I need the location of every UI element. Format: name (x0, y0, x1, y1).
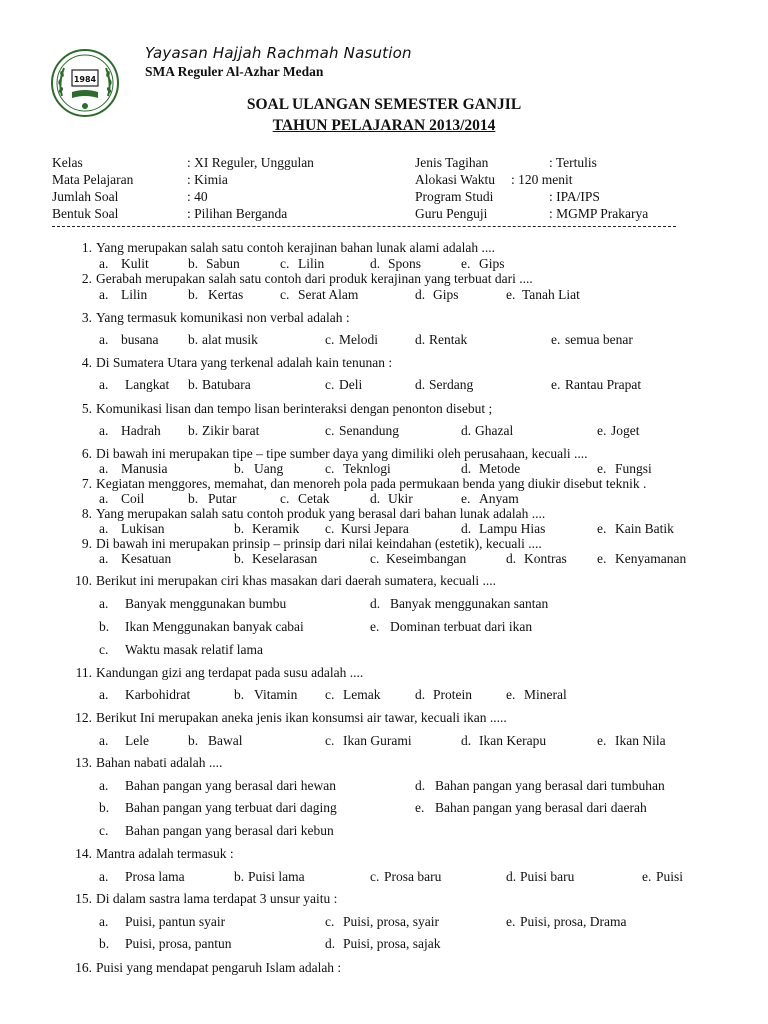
option-letter: b. (234, 551, 245, 566)
option-letter: e. (597, 521, 607, 536)
option-text: Banyak menggunakan santan (390, 596, 549, 611)
option-letter: a. (99, 914, 109, 929)
option-letter: b. (188, 733, 199, 748)
question-text: Komunikasi lisan dan tempo lisan berinteraksi dengan penonton disebut ; (96, 401, 493, 416)
option-letter: e. (551, 377, 561, 392)
question-text: Kandungan gizi ang terdapat pada susu adalah .... (96, 665, 364, 680)
option-letter: c. (325, 377, 335, 392)
option-letter: b. (234, 687, 245, 702)
exam-year: TAHUN PELAJARAN 2013/2014 (272, 117, 496, 134)
option-text: Puisi baru (520, 869, 575, 884)
option-text: Uang (254, 461, 284, 476)
option-letter: c. (325, 332, 335, 347)
option-letter: b. (99, 800, 110, 815)
option-letter: e. (597, 461, 607, 476)
question-number: 4. (81, 355, 92, 370)
info-value: : Pilihan Berganda (187, 206, 288, 221)
option-letter: b. (188, 377, 199, 392)
info-label: Program Studi (415, 189, 494, 204)
question-text: Berikut Ini merupakan aneka jenis ikan konsumsi air tawar, kecuali ikan ..... (96, 710, 507, 725)
option-text: Rentak (429, 332, 468, 347)
question-text: Yang merupakan salah satu contoh kerajinan bahan lunak alami adalah .... (96, 240, 496, 255)
option-letter: a. (99, 778, 109, 793)
option-text: Puisi, prosa, sajak (343, 936, 441, 951)
option-letter: c. (325, 461, 335, 476)
option-letter: c. (99, 642, 109, 657)
option-text: Serdang (429, 377, 474, 392)
option-text: Sabun (206, 256, 240, 271)
option-letter: c. (325, 914, 335, 929)
option-text: Lele (125, 733, 149, 748)
option-letter: d. (506, 551, 517, 566)
option-letter: b. (234, 869, 245, 884)
question-text: Di bawah ini merupakan tipe – tipe sumber daya yang dimiliki oleh perusahaan, kecuali .... (96, 446, 588, 461)
option-text: Deli (339, 377, 363, 392)
question-number: 11. (75, 665, 92, 680)
question-text: Di dalam sastra lama terdapat 3 unsur yaitu : (96, 891, 338, 906)
option-text: Gips (479, 256, 505, 271)
question-text: Mantra adalah termasuk : (96, 846, 234, 861)
option-text: Bahan pangan yang berasal dari daerah (435, 800, 647, 815)
question-number: 1. (81, 240, 92, 255)
logo-year: 1984 (73, 75, 97, 84)
option-text: Gips (433, 287, 459, 302)
question-text: Puisi yang mendapat pengaruh Islam adalah : (96, 960, 342, 975)
option-text: Hadrah (121, 423, 161, 438)
info-value: : IPA/IPS (549, 189, 600, 204)
option-letter: c. (99, 823, 109, 838)
option-text: Coil (121, 491, 145, 506)
option-text: Putar (208, 491, 237, 506)
option-letter: c. (280, 287, 290, 302)
question-number: 5. (81, 401, 92, 416)
question-number: 8. (81, 506, 92, 521)
option-text: Kontras (524, 551, 567, 566)
option-letter: b. (99, 936, 110, 951)
option-text: Anyam (479, 491, 519, 506)
option-letter: a. (99, 377, 109, 392)
question-number: 14. (75, 846, 92, 861)
option-text: Ikan Gurami (343, 733, 412, 748)
option-text: Ikan Nila (615, 733, 666, 748)
question-number: 9. (81, 536, 92, 551)
option-letter: d. (370, 596, 381, 611)
option-text: Metode (479, 461, 521, 476)
option-letter: e. (370, 619, 380, 634)
option-text: Kain Batik (615, 521, 674, 536)
option-text: Manusia (121, 461, 168, 476)
question-text: Berikut ini merupakan ciri khas masakan dari daerah sumatera, kecuali .... (96, 573, 496, 588)
question-text: Kegiatan menggores, memahat, dan menoreh pola pada permukaan benda yang diukir disebut teknik . (96, 476, 647, 491)
option-letter: a. (99, 256, 109, 271)
option-letter: c. (325, 733, 335, 748)
option-text: Bahan pangan yang berasal dari hewan (125, 778, 337, 793)
option-letter: c. (370, 551, 380, 566)
option-letter: b. (99, 619, 110, 634)
option-letter: d. (370, 256, 381, 271)
option-letter: a. (99, 461, 109, 476)
option-text: Prosa lama (125, 869, 185, 884)
question-number: 15. (75, 891, 92, 906)
option-letter: d. (415, 332, 426, 347)
option-letter: a. (99, 551, 109, 566)
option-text: Mineral (524, 687, 567, 702)
question-number: 10. (75, 573, 92, 588)
info-label: Kelas (52, 155, 83, 170)
option-letter: d. (415, 687, 426, 702)
option-letter: a. (99, 287, 109, 302)
option-letter: c. (280, 256, 290, 271)
option-letter: e. (597, 551, 607, 566)
option-letter: e. (461, 491, 471, 506)
option-letter: d. (415, 287, 426, 302)
foundation-name: Yayasan Hajjah Rachmah Nasution (145, 44, 412, 62)
option-text: Melodi (339, 332, 378, 347)
question-number: 7. (81, 476, 92, 491)
info-value: : MGMP Prakarya (549, 206, 649, 221)
option-text: Puisi, prosa, pantun (125, 936, 232, 951)
question-text: Yang termasuk komunikasi non verbal adalah : (96, 310, 350, 325)
option-text: Prosa baru (384, 869, 442, 884)
info-value: : XI Reguler, Unggulan (187, 155, 314, 170)
option-text: Puisi (656, 869, 684, 884)
option-text: Bahan pangan yang berasal dari tumbuhan (435, 778, 665, 793)
option-letter: d. (325, 936, 336, 951)
option-text: Kertas (208, 287, 244, 302)
option-letter: b. (234, 461, 245, 476)
option-text: Vitamin (254, 687, 298, 702)
option-text: Cetak (298, 491, 330, 506)
option-text: Zikir barat (202, 423, 260, 438)
option-text: Karbohidrat (125, 687, 191, 702)
option-letter: b. (188, 287, 199, 302)
info-label: Mata Pelajaran (52, 172, 134, 187)
option-text: Ikan Kerapu (479, 733, 547, 748)
question-number: 3. (81, 310, 92, 325)
option-letter: b. (188, 332, 199, 347)
option-text: Puisi, pantun syair (125, 914, 226, 929)
option-text: Ikan Menggunakan banyak cabai (125, 619, 304, 634)
option-text: Langkat (125, 377, 170, 392)
question-number: 6. (81, 446, 92, 461)
option-text: Lukisan (121, 521, 165, 536)
option-text: Kulit (121, 256, 149, 271)
option-text: Senandung (339, 423, 399, 438)
option-text: Puisi, prosa, syair (343, 914, 439, 929)
info-value: : Kimia (187, 172, 228, 187)
question-text: Gerabah merupakan salah satu contoh dari produk kerajinan yang terbuat dari .... (96, 271, 533, 286)
option-letter: d. (506, 869, 517, 884)
option-text: Lilin (298, 256, 325, 271)
info-label: Jumlah Soal (52, 189, 119, 204)
option-letter: e. (642, 869, 652, 884)
option-letter: e. (461, 256, 471, 271)
question-text: Yang merupakan salah satu contoh produk yang berasal dari bahan lunak adalah .... (96, 506, 546, 521)
option-text: Dominan terbuat dari ikan (390, 619, 533, 634)
option-text: Kenyamanan (615, 551, 687, 566)
option-letter: a. (99, 596, 109, 611)
option-text: Protein (433, 687, 472, 702)
option-letter: a. (99, 332, 109, 347)
info-label: Bentuk Soal (52, 206, 119, 221)
info-label: Alokasi Waktu (415, 172, 496, 187)
option-text: Tanah Liat (522, 287, 580, 302)
option-letter: e. (506, 287, 516, 302)
info-value: : 120 menit (511, 172, 573, 187)
question-number: 12. (75, 710, 92, 725)
option-text: Spons (388, 256, 422, 271)
option-letter: d. (461, 423, 472, 438)
option-letter: a. (99, 491, 109, 506)
option-letter: b. (188, 423, 199, 438)
option-text: Keseimbangan (386, 551, 467, 566)
option-text: Bahan pangan yang berasal dari kebun (125, 823, 334, 838)
option-text: Lemak (343, 687, 381, 702)
option-letter: a. (99, 687, 109, 702)
option-text: Lampu Hias (479, 521, 546, 536)
info-label: Jenis Tagihan (415, 155, 489, 170)
option-letter: d. (461, 461, 472, 476)
option-text: Kursi Jepara (341, 521, 409, 536)
option-letter: b. (188, 256, 199, 271)
option-letter: e. (415, 800, 425, 815)
option-text: Waktu masak relatif lama (125, 642, 263, 657)
option-text: Serat Alam (298, 287, 359, 302)
question-number: 13. (75, 755, 92, 770)
option-letter: c. (280, 491, 290, 506)
school-name: SMA Reguler Al-Azhar Medan (145, 64, 324, 79)
option-letter: a. (99, 869, 109, 884)
option-letter: d. (370, 491, 381, 506)
option-text: Banyak menggunakan bumbu (125, 596, 287, 611)
info-label: Guru Penguji (415, 206, 488, 221)
option-text: Puisi, prosa, Drama (520, 914, 627, 929)
option-letter: a. (99, 521, 109, 536)
option-letter: c. (325, 687, 335, 702)
option-letter: e. (551, 332, 561, 347)
option-text: Lilin (121, 287, 148, 302)
option-letter: b. (234, 521, 245, 536)
option-text: Ukir (388, 491, 413, 506)
option-text: Ghazal (475, 423, 514, 438)
option-letter: d. (461, 521, 472, 536)
option-text: Keramik (252, 521, 300, 536)
option-text: busana (121, 332, 159, 347)
option-text: Puisi lama (248, 869, 305, 884)
option-letter: c. (325, 521, 335, 536)
option-letter: e. (597, 733, 607, 748)
option-letter: d. (415, 778, 426, 793)
option-letter: c. (325, 423, 335, 438)
question-text: Di bawah ini merupakan prinsip – prinsip dari nilai keindahan (estetik), kecuali .... (96, 536, 542, 551)
option-letter: e. (506, 914, 516, 929)
option-letter: e. (506, 687, 516, 702)
exam-title: SOAL ULANGAN SEMESTER GANJIL (246, 96, 522, 113)
option-letter: d. (415, 377, 426, 392)
question-text: Bahan nabati adalah .... (96, 755, 223, 770)
option-letter: a. (99, 423, 109, 438)
question-number: 16. (75, 960, 92, 975)
option-letter: e. (597, 423, 607, 438)
option-text: Bahan pangan yang terbuat dari daging (125, 800, 337, 815)
option-letter: b. (188, 491, 199, 506)
info-value: : 40 (187, 189, 208, 204)
option-text: Rantau Prapat (565, 377, 642, 392)
option-letter: d. (461, 733, 472, 748)
option-text: Teknlogi (343, 461, 391, 476)
option-letter: a. (99, 733, 109, 748)
info-value: : Tertulis (549, 155, 597, 170)
option-text: Fungsi (615, 461, 652, 476)
option-text: Keselarasan (252, 551, 318, 566)
option-letter: c. (370, 869, 380, 884)
option-text: semua benar (565, 332, 633, 347)
question-text: Di Sumatera Utara yang terkenal adalah kain tenunan : (96, 355, 393, 370)
option-text: Bawal (208, 733, 243, 748)
option-text: Joget (611, 423, 640, 438)
option-text: Batubara (202, 377, 251, 392)
option-text: Kesatuan (121, 551, 172, 566)
question-number: 2. (81, 271, 92, 286)
option-text: alat musik (202, 332, 258, 347)
